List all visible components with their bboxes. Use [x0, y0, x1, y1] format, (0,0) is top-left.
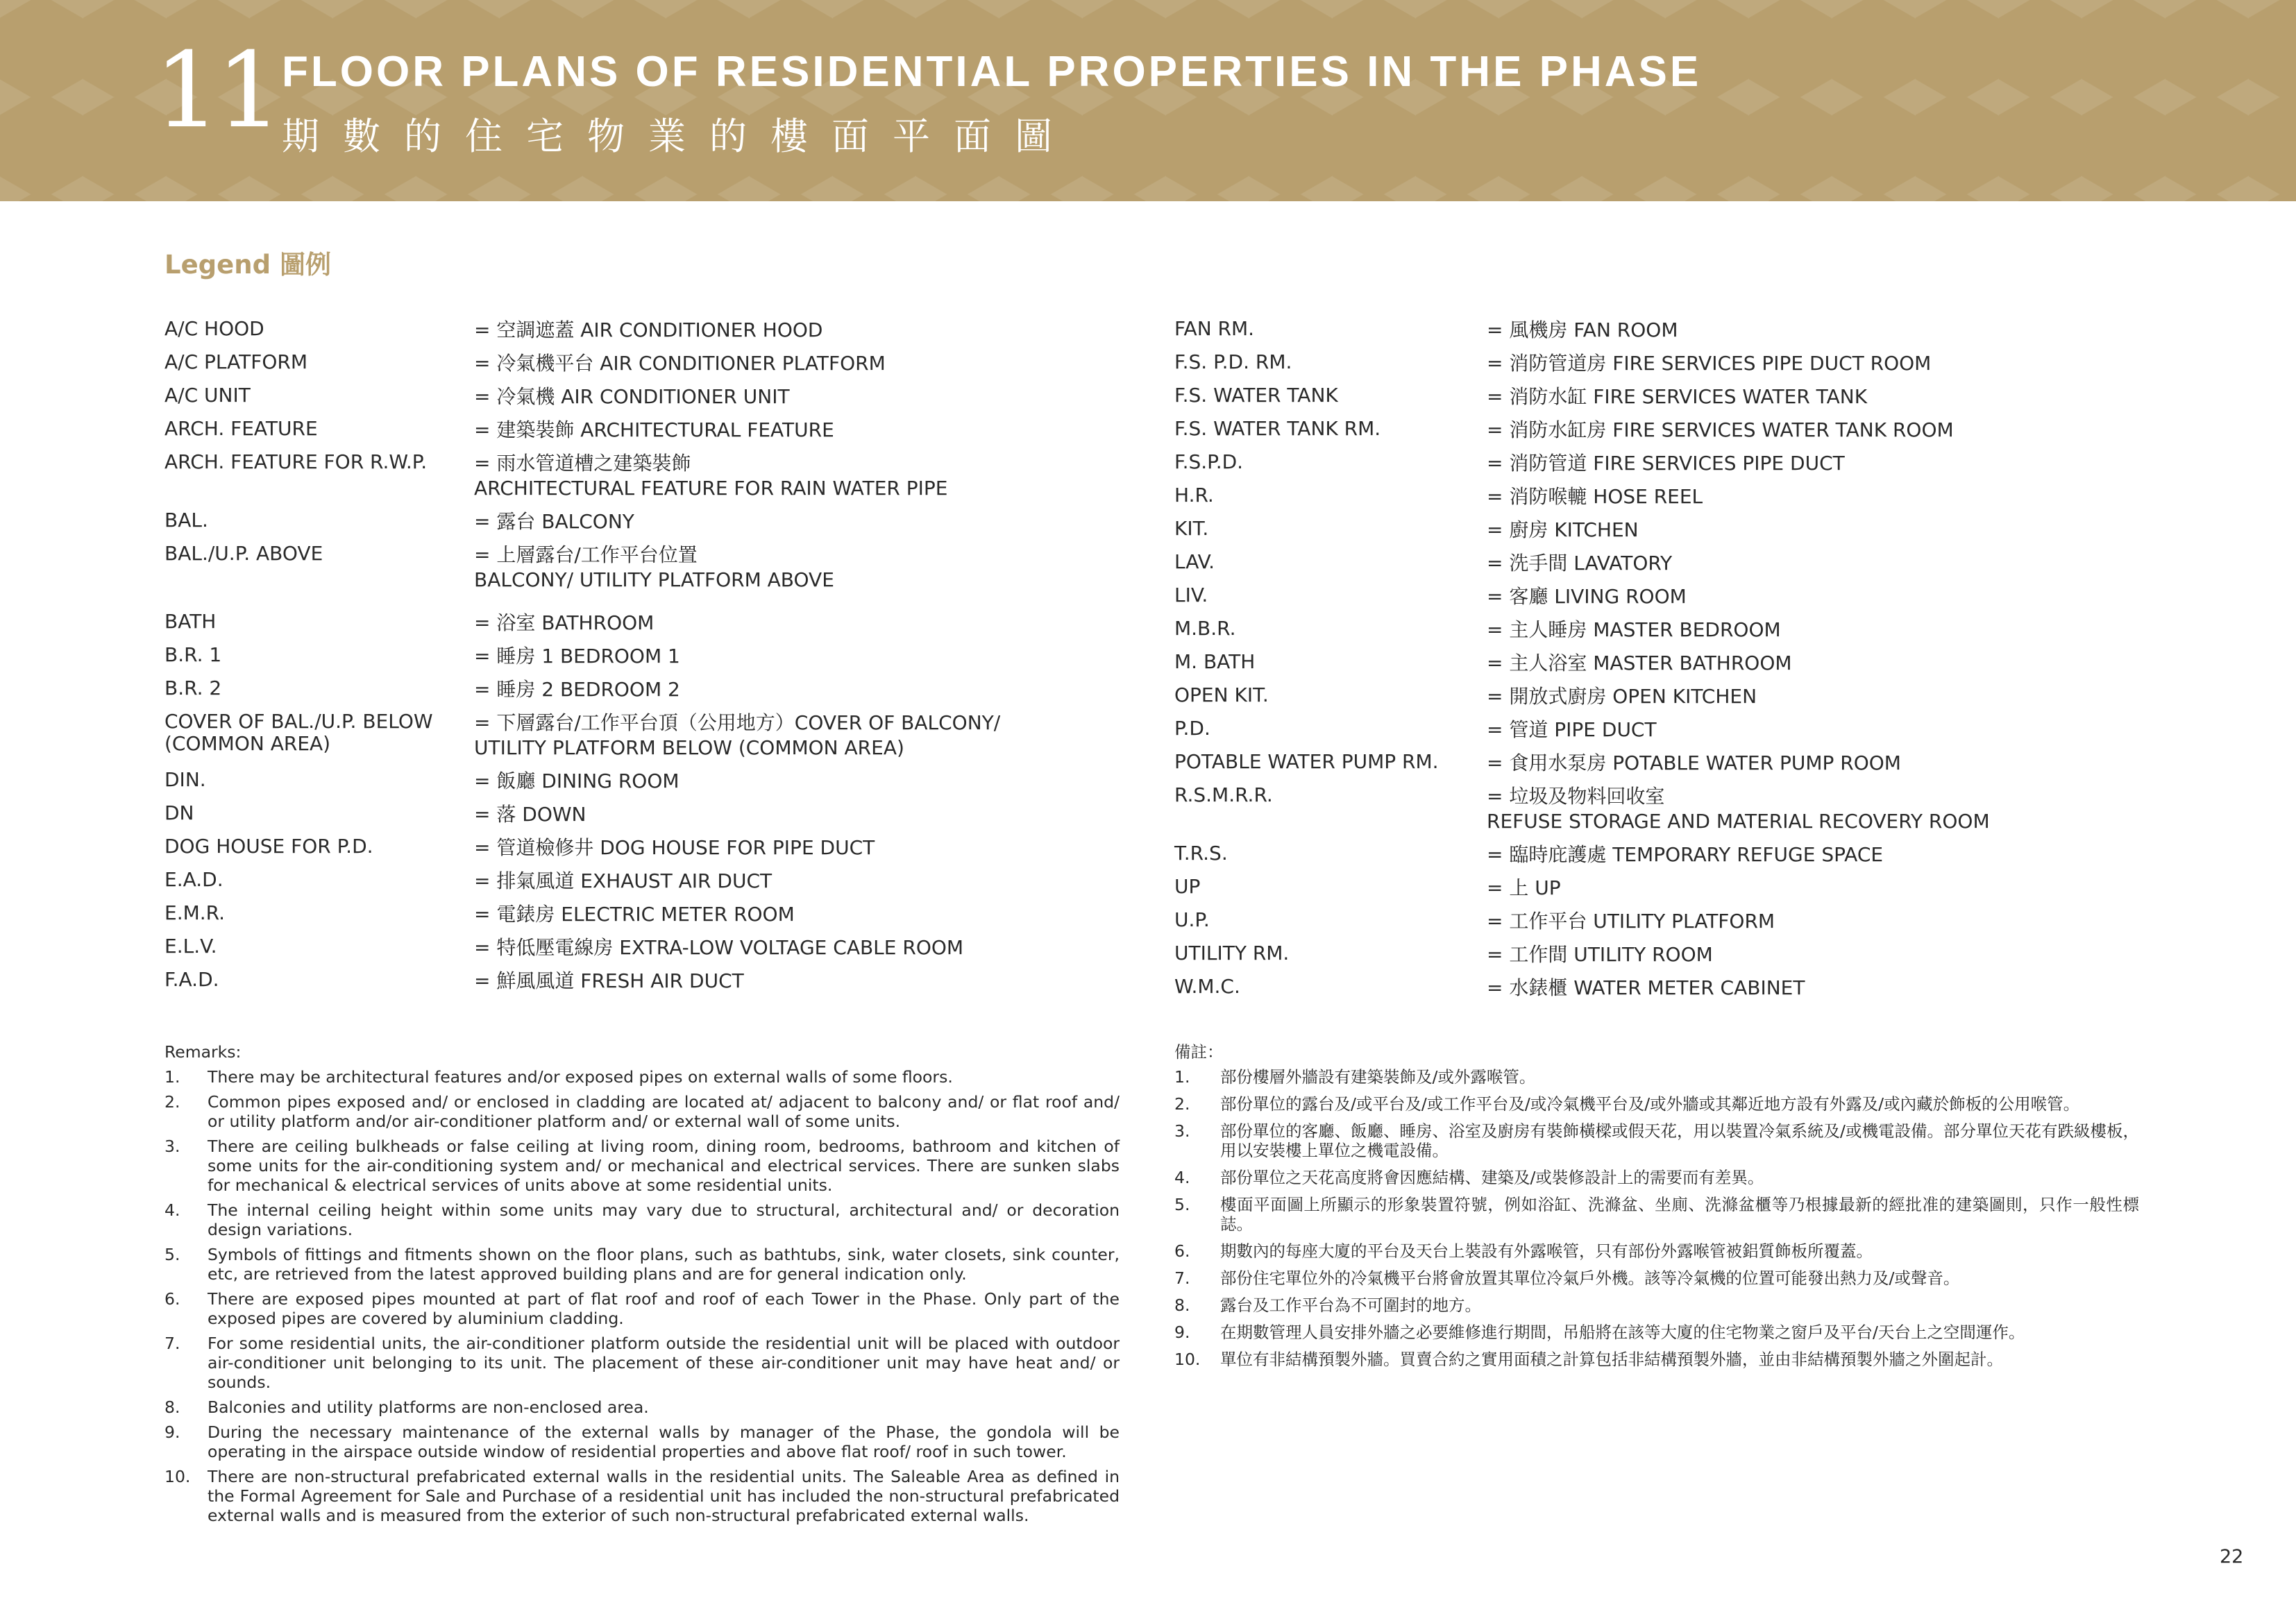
- legend-row: [1174, 976, 2146, 1001]
- legend-term: OPEN KIT.: [1174, 683, 1269, 706]
- legend-row: [1174, 684, 2146, 709]
- legend-row: [164, 902, 1067, 927]
- legend-row: [1174, 842, 2146, 867]
- legend-row: [1174, 651, 2146, 676]
- legend-definition: = 管道 PIPE DUCT: [1487, 718, 1657, 741]
- legend-definition: = 工作平台 UTILITY PLATFORM: [1487, 910, 1775, 933]
- legend-definition: = 水錶櫃 WATER METER CABINET: [1487, 976, 1805, 999]
- legend-definition: = 消防管道房 FIRE SERVICES PIPE DUCT ROOM: [1487, 352, 1932, 375]
- remark-text: 部份樓層外牆設有建築裝飾及/或外露喉管。: [1220, 1067, 1536, 1087]
- remark-number: 6.: [164, 1289, 180, 1309]
- legend-row: [1174, 876, 2146, 901]
- legend-term: POTABLE WATER PUMP RM.: [1174, 750, 1439, 773]
- page-number: 22: [2220, 1546, 2244, 1567]
- legend-definition: = 工作間 UTILITY ROOM: [1487, 943, 1713, 966]
- page-title-en: FLOOR PLANS OF RESIDENTIAL PROPERTIES IN THE PHASE: [282, 48, 1702, 96]
- legend-term: FAN RM.: [1174, 317, 1255, 340]
- remark-text: 期數內的每座大廈的平台及天台上裝設有外露喉管，只有部份外露喉管被鋁質飾板所覆蓋。: [1220, 1241, 1873, 1261]
- legend-row: [164, 611, 1067, 636]
- remarks-list: [164, 1067, 1120, 1525]
- remark-number: 8.: [164, 1397, 180, 1417]
- legend-row: [1174, 909, 2146, 934]
- legend-term: BAL.: [164, 509, 208, 532]
- remark-number: 6.: [1174, 1241, 1190, 1261]
- remark-number: 1.: [164, 1067, 180, 1087]
- legend-row: [1174, 584, 2146, 609]
- legend-row: [164, 384, 1067, 409]
- legend-term: A/C HOOD: [164, 317, 264, 340]
- legend-definition: = 電錶房 ELECTRIC METER ROOM: [474, 903, 795, 926]
- legend-row: [164, 451, 1067, 501]
- remark-item: [164, 1067, 1120, 1087]
- remark-number: 3.: [164, 1137, 180, 1156]
- remark-text: The internal ceiling height within some units may vary due to structural, architectural and/ or decoration design variations.: [208, 1200, 1120, 1239]
- remarks-list-zh: [1174, 1067, 2139, 1369]
- legend-row: [164, 769, 1067, 794]
- remark-item: [164, 1334, 1120, 1392]
- legend-row: [164, 935, 1067, 960]
- legend-term: U.P.: [1174, 908, 1210, 931]
- legend-term: DN: [164, 801, 194, 824]
- legend-row: [164, 509, 1067, 534]
- legend-definition: = 露台 BALCONY: [474, 510, 634, 533]
- remark-item: [1174, 1094, 2139, 1114]
- remark-item: [1174, 1350, 2139, 1369]
- remark-text: 部份單位的露台及/或平台及/或工作平台及/或冷氣機平台及/或外牆或其鄰近地方設有外露及/或內藏於飾板的公用喉管。: [1220, 1094, 2080, 1114]
- remark-number: 4.: [1174, 1168, 1190, 1187]
- page-title-zh: 期數的住宅物業的樓面平面圖: [282, 114, 1076, 158]
- remark-item: [164, 1092, 1120, 1131]
- legend-row: [1174, 618, 2146, 643]
- remark-text: 露台及工作平台為不可圍封的地方。: [1220, 1295, 1481, 1315]
- legend-row: [1174, 318, 2146, 343]
- remark-text: 單位有非結構預製外牆。買賣合約之實用面積之計算包括非結構預製外牆，並由非結構預製外牆之外圍起計。: [1220, 1350, 2003, 1369]
- legend-row: [1174, 942, 2146, 967]
- legend-definition: = 落 DOWN: [474, 803, 586, 826]
- remarks-english: [164, 1042, 1120, 1531]
- legend-right-column: [1174, 318, 2146, 1009]
- remark-number: 5.: [164, 1245, 180, 1264]
- legend-definition: = 浴室 BATHROOM: [474, 611, 655, 634]
- legend-term: UP: [1174, 875, 1201, 898]
- remark-item: [164, 1200, 1120, 1239]
- remark-text: 部份單位的客廳、飯廳、睡房、浴室及廚房有裝飾橫樑或假天花，用以裝置冷氣系統及/或機電設備。部分單位天花有跌級樓板，用以安裝樓上單位之機電設備。: [1220, 1121, 2139, 1160]
- legend-term: B.R. 1: [164, 643, 222, 666]
- legend-definition: = 食用水泵房 POTABLE WATER PUMP ROOM: [1487, 751, 1901, 774]
- legend-row: [1174, 384, 2146, 409]
- legend-definition: = 洗手間 LAVATORY: [1487, 552, 1673, 575]
- legend-definition: = 冷氣機 AIR CONDITIONER UNIT: [474, 385, 790, 408]
- remarks-title: Remarks:: [164, 1042, 242, 1062]
- remark-item: [1174, 1168, 2139, 1187]
- legend-term: ARCH. FEATURE: [164, 417, 318, 440]
- remark-text: 樓面平面圖上所顯示的形象裝置符號，例如浴缸、洗滌盆、坐廁、洗滌盆櫃等乃根據最新的經批准的建築圖則，只作一般性標誌。: [1220, 1195, 2139, 1234]
- legend-definition: = 垃圾及物料回收室 REFUSE STORAGE AND MATERIAL RECOVERY ROOM: [1487, 785, 1990, 833]
- remark-item: [164, 1397, 1120, 1417]
- remark-item: [164, 1137, 1120, 1195]
- legend-definition: = 客廳 LIVING ROOM: [1487, 585, 1687, 608]
- legend-definition: = 排氣風道 EXHAUST AIR DUCT: [474, 869, 773, 892]
- legend-definition: = 冷氣機平台 AIR CONDITIONER PLATFORM: [474, 352, 886, 375]
- remark-text: For some residential units, the air-conditioner platform outside the residential unit will be placed with outdoor air-conditioner unit belonging to its unit. The placement of these air-conditioner unit may have heat and/ or sounds.: [208, 1334, 1120, 1392]
- remark-item: [1174, 1241, 2139, 1261]
- legend-term: KIT.: [1174, 517, 1209, 540]
- legend-term: BATH: [164, 610, 217, 633]
- legend-left-column: [164, 318, 1067, 1002]
- legend-term: LIV.: [1174, 584, 1208, 606]
- legend-definition: = 管道檢修井 DOG HOUSE FOR PIPE DUCT: [474, 836, 875, 859]
- legend-row: [164, 418, 1067, 443]
- legend-term: DOG HOUSE FOR P.D.: [164, 835, 373, 858]
- legend-term: A/C PLATFORM: [164, 350, 308, 373]
- legend-row: [1174, 751, 2146, 776]
- legend-row: [1174, 784, 2146, 834]
- legend-term: F.S. P.D. RM.: [1174, 350, 1292, 373]
- legend-definition: = 廚房 KITCHEN: [1487, 518, 1639, 541]
- legend-term: E.L.V.: [164, 935, 217, 958]
- remarks-chinese: [1174, 1042, 2139, 1377]
- legend-definition: = 上層露台/工作平台位置 BALCONY/ UTILITY PLATFORM ABOVE: [474, 543, 834, 591]
- chapter-number: 11: [154, 31, 278, 151]
- legend-term: BAL./U.P. ABOVE: [164, 542, 323, 565]
- remark-text: During the necessary maintenance of the external walls by manager of the Phase, the gondola will be operating in the airspace outside window of residential properties and above flat roof/ roof in such tower.: [208, 1422, 1120, 1461]
- legend-term: F.S. WATER TANK RM.: [1174, 417, 1381, 440]
- legend-term: T.R.S.: [1174, 842, 1228, 865]
- legend-term: F.S. WATER TANK: [1174, 384, 1338, 407]
- legend-term: M. BATH: [1174, 650, 1256, 673]
- legend-definition: = 睡房 2 BEDROOM 2: [474, 678, 680, 701]
- legend-definition: = 主人浴室 MASTER BATHROOM: [1487, 652, 1792, 674]
- legend-row: [1174, 518, 2146, 543]
- legend-definition: = 鮮風風道 FRESH AIR DUCT: [474, 969, 744, 992]
- remark-text: 部份住宅單位外的冷氣機平台將會放置其單位冷氣戶外機。該等冷氣機的位置可能發出熱力及/或聲音。: [1220, 1268, 1960, 1288]
- remark-number: 2.: [1174, 1094, 1190, 1114]
- legend-definition: = 消防水缸房 FIRE SERVICES WATER TANK ROOM: [1487, 418, 1954, 441]
- remark-number: 5.: [1174, 1195, 1190, 1214]
- remark-item: [1174, 1268, 2139, 1288]
- legend-term: DIN.: [164, 768, 206, 791]
- legend-row: [1174, 451, 2146, 476]
- legend-term: M.B.R.: [1174, 617, 1236, 640]
- remark-number: 7.: [164, 1334, 180, 1353]
- remarks-title-zh: 備註：: [1174, 1042, 1224, 1062]
- legend-definition: = 消防水缸 FIRE SERVICES WATER TANK: [1487, 385, 1868, 408]
- legend-row: [164, 318, 1067, 343]
- legend-term: E.A.D.: [164, 868, 223, 891]
- legend-term: UTILITY RM.: [1174, 942, 1290, 965]
- legend-term: A/C UNIT: [164, 384, 251, 407]
- legend-definition: = 睡房 1 BEDROOM 1: [474, 645, 680, 668]
- legend-definition: = 上 UP: [1487, 876, 1561, 899]
- legend-row: [164, 644, 1067, 669]
- legend-definition: = 風機房 FAN ROOM: [1487, 318, 1678, 341]
- remark-item: [164, 1289, 1120, 1328]
- legend-row: [164, 835, 1067, 860]
- legend-definition: = 臨時庇護處 TEMPORARY REFUGE SPACE: [1487, 843, 1884, 866]
- legend-definition: = 建築裝飾 ARCHITECTURAL FEATURE: [474, 418, 834, 441]
- remark-text: There are exposed pipes mounted at part of flat roof and roof of each Tower in the Phase. Only part of the exposed pipes are covered by aluminium cladding.: [208, 1289, 1120, 1328]
- legend-term: B.R. 2: [164, 677, 222, 699]
- legend-row: [164, 543, 1067, 593]
- remark-item: [1174, 1067, 2139, 1087]
- legend-heading: Legend 圖例: [164, 250, 331, 280]
- remark-item: [1174, 1195, 2139, 1234]
- legend-row: [1174, 484, 2146, 509]
- legend-term: H.R.: [1174, 484, 1214, 507]
- legend-row: [1174, 717, 2146, 742]
- legend-definition: = 空調遮蓋 AIR CONDITIONER HOOD: [474, 318, 823, 341]
- legend-row: [1174, 551, 2146, 576]
- legend-term: E.M.R.: [164, 901, 226, 924]
- remark-number: 10.: [164, 1467, 191, 1486]
- legend-definition: = 特低壓電線房 EXTRA-LOW VOLTAGE CABLE ROOM: [474, 936, 964, 959]
- legend-definition: = 飯廳 DINING ROOM: [474, 770, 679, 792]
- remark-item: [1174, 1295, 2139, 1315]
- remark-number: 1.: [1174, 1067, 1190, 1087]
- legend-row: [1174, 418, 2146, 443]
- remark-number: 9.: [1174, 1323, 1190, 1342]
- header-banner: [0, 0, 2296, 201]
- remark-number: 8.: [1174, 1295, 1190, 1315]
- remark-number: 9.: [164, 1422, 180, 1442]
- remark-text: Symbols of fittings and fitments shown on the floor plans, such as bathtubs, sink, water closets, sink counter, etc, are retrieved from the latest approved building plans and are for general indication only.: [208, 1245, 1120, 1284]
- remark-text: There are non-structural prefabricated external walls in the residential units. The Saleable Area as defined in the Formal Agreement for Sale and Purchase of a residential unit has included the non-structural prefabricated external walls and is measured from the exterior of such non-structural prefabricated external walls.: [208, 1467, 1120, 1525]
- legend-row: [164, 677, 1067, 702]
- legend-row: [164, 351, 1067, 376]
- remark-number: 10.: [1174, 1350, 1201, 1369]
- legend-term: F.S.P.D.: [1174, 450, 1244, 473]
- legend-term: R.S.M.R.R.: [1174, 783, 1273, 806]
- remark-number: 7.: [1174, 1268, 1190, 1288]
- legend-term: F.A.D.: [164, 968, 219, 991]
- remark-item: [1174, 1121, 2139, 1160]
- legend-term: W.M.C.: [1174, 975, 1240, 998]
- legend-definition: = 主人睡房 MASTER BEDROOM: [1487, 618, 1781, 641]
- legend-row: [164, 869, 1067, 894]
- remark-item: [164, 1422, 1120, 1461]
- legend-term: P.D.: [1174, 717, 1210, 740]
- legend-row: [1174, 351, 2146, 376]
- remark-item: [164, 1245, 1120, 1284]
- remark-text: 部份單位之天花高度將會因應結構、建築及/或裝修設計上的需要而有差異。: [1220, 1168, 1764, 1187]
- legend-term: ARCH. FEATURE FOR R.W.P.: [164, 450, 428, 473]
- legend-term: LAV.: [1174, 550, 1215, 573]
- remark-number: 4.: [164, 1200, 180, 1220]
- legend-definition: = 消防管道 FIRE SERVICES PIPE DUCT: [1487, 452, 1845, 475]
- legend-definition: = 開放式廚房 OPEN KITCHEN: [1487, 685, 1757, 708]
- remark-text: 在期數管理人員安排外牆之必要維修進行期間，吊船將在該等大廈的住宅物業之窗戶及平台/天台上之空間運作。: [1220, 1323, 2025, 1342]
- legend-definition: = 雨水管道槽之建築裝飾 ARCHITECTURAL FEATURE FOR RAIN WATER PIPE: [474, 452, 948, 500]
- legend-term: COVER OF BAL./U.P. BELOW (COMMON AREA): [164, 710, 433, 755]
- legend-row: [164, 969, 1067, 994]
- legend-row: [164, 711, 1067, 760]
- remark-text: Balconies and utility platforms are non-enclosed area.: [208, 1397, 649, 1417]
- legend-definition: = 消防喉轆 HOSE REEL: [1487, 485, 1703, 508]
- remark-text: There may be architectural features and/or exposed pipes on external walls of some floors.: [208, 1067, 953, 1087]
- legend-row: [164, 802, 1067, 827]
- remark-item: [1174, 1323, 2139, 1342]
- remark-text: Common pipes exposed and/ or enclosed in cladding are located at/ adjacent to balcony and/ or flat roof and/ or utility platform and/or air-conditioner platform and/ or external wall of some units.: [208, 1092, 1120, 1131]
- remark-item: [164, 1467, 1120, 1525]
- remark-number: 2.: [164, 1092, 180, 1112]
- remark-number: 3.: [1174, 1121, 1190, 1141]
- legend-definition: = 下層露台/工作平台頂（公用地方）COVER OF BALCONY/ UTILITY PLATFORM BELOW (COMMON AREA): [474, 711, 1001, 759]
- remark-text: There are ceiling bulkheads or false ceiling at living room, dining room, bedrooms, bathroom and kitchen of some units for the air-conditioning system and/ or mechanical and electrical services. There are sunken slabs for mechanical & electrical services of units above at some residential units.: [208, 1137, 1120, 1195]
